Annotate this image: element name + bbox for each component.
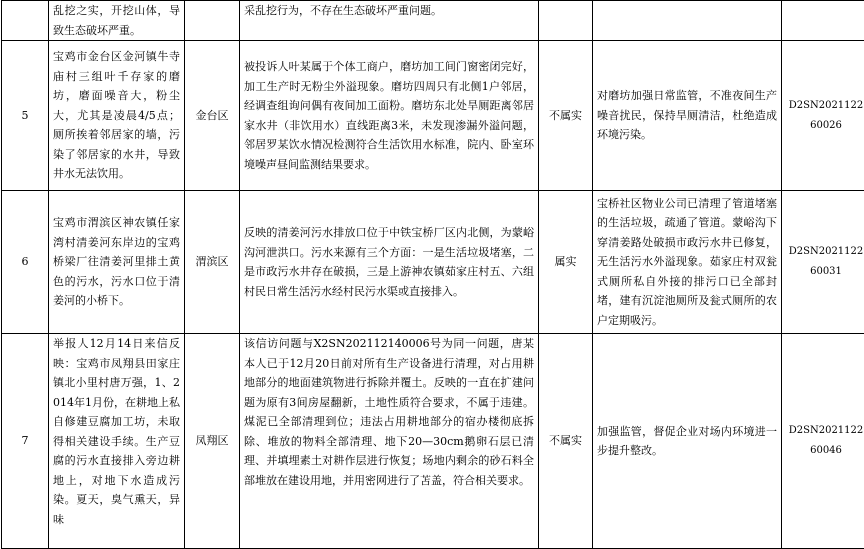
table-row xyxy=(2,334,864,549)
table-row xyxy=(2,41,864,191)
code-cell: D2SN202112260046 xyxy=(782,334,864,549)
fact-cell: 属实 xyxy=(539,191,593,334)
complaint-cell: 宝鸡市金台区金河镇牛寺庙村三组叶千存家的磨坊，磨面噪音大，粉尘大，尤其是凌晨4/5点；厕所挨着邻居家的墙，污染了邻居家的水井，导致井水无法饮用。 xyxy=(49,41,185,191)
measures-cell xyxy=(593,1,782,41)
complaint-table xyxy=(1,0,864,549)
verification-cell: 被投诉人叶某属于个体工商户，磨坊加工间门窗密闭完好，加工生产时无粉尘外溢现象。磨坊四周只有北侧1户邻居，经调查组询问偶有夜间加工面粉。磨坊东北处旱厕距离邻居家水井（非饮用水）直线距离3米，未发现渗漏外溢问题，邻居罗某饮水情况检测符合生活饮用水标准，院内、卧室环境噪声昼间监测结果要求。 xyxy=(240,41,539,191)
measures-cell: 宝桥社区物业公司已清理了管道堵塞的生活垃圾，疏通了管道。蒙峪沟下穿清姜路处破损市政污水井已修复，无生活污水外溢现象。茹家庄村双瓮式厕所私自外接的排污口已全部封堵，建有沉淀池厕所及瓮式厕所的农户定期吸污。 xyxy=(593,191,782,334)
measures-cell: 对磨坊加强日常监管，不准夜间生产噪音扰民，保持旱厕清洁，杜绝造成环境污染。 xyxy=(593,41,782,191)
measures-cell: 加强监管，督促企业对场内环境进一步提升整改。 xyxy=(593,334,782,549)
code-cell: D2SN202112260026 xyxy=(782,41,864,191)
complaint-cell: 乱挖之实，开挖山体，导致生态破坏严重。 xyxy=(49,1,185,41)
area-cell xyxy=(185,1,240,41)
fact-cell xyxy=(539,1,593,41)
verification-cell: 该信访问题与X2SN202112140006号为同一问题，唐某本人已于12月20日前对所有生产设备进行清理，对占用耕地部分的地面建筑物进行拆除并覆土。反映的一直在扩建问题为原有3间房屋翻新，土地性质符合要求，不属于违建。煤泥已全部清理到位；违法占用耕地部分的宿办楼彻底拆除、堆放的物料全部清理、地下20—30cm鹅卵石层已清理、并填埋素土对耕作层进行恢复；场地内剩余的砂石料全部堆放在建设用地，并用密网进行了苫盖，符合相关要求。 xyxy=(240,334,539,549)
area-cell: 渭滨区 xyxy=(185,191,240,334)
area-cell: 金台区 xyxy=(185,41,240,191)
row-number xyxy=(2,1,49,41)
row-number: 5 xyxy=(2,41,49,191)
row-number: 6 xyxy=(2,191,49,334)
verification-cell: 反映的清姜河污水排放口位于中铁宝桥厂区内北侧，为蒙峪沟河泄洪口。污水来源有三个方面：一是生活垃圾堵塞，二是市政污水井存在破损，三是上游神农镇茹家庄村五、六组村民日常生活污水经村民污水渠或直接排入。 xyxy=(240,191,539,334)
code-cell: D2SN202112260031 xyxy=(782,191,864,334)
table-row xyxy=(2,191,864,334)
fact-cell: 不属实 xyxy=(539,334,593,549)
complaint-cell: 举报人12月14日来信反映：宝鸡市凤翔县田家庄镇北小里村唐万强，1、2014年1月份，在耕地上私自修建豆腐加工坊，未取得相关建设手续。生产豆腐的污水直接排入旁边耕地上，对地下水造成污染。夏天，臭气熏天，异味 xyxy=(49,334,185,549)
area-cell: 凤翔区 xyxy=(185,334,240,549)
row-number: 7 xyxy=(2,334,49,549)
verification-cell: 采乱挖行为，不存在生态破坏严重问题。 xyxy=(240,1,539,41)
code-cell xyxy=(782,1,864,41)
fact-cell: 不属实 xyxy=(539,41,593,191)
table-row xyxy=(2,1,864,41)
complaint-cell: 宝鸡市渭滨区神农镇任家湾村清姜河东岸边的宝鸡桥梁厂往清姜河里排土黄色的污水，污水口位于清姜河的小桥下。 xyxy=(49,191,185,334)
